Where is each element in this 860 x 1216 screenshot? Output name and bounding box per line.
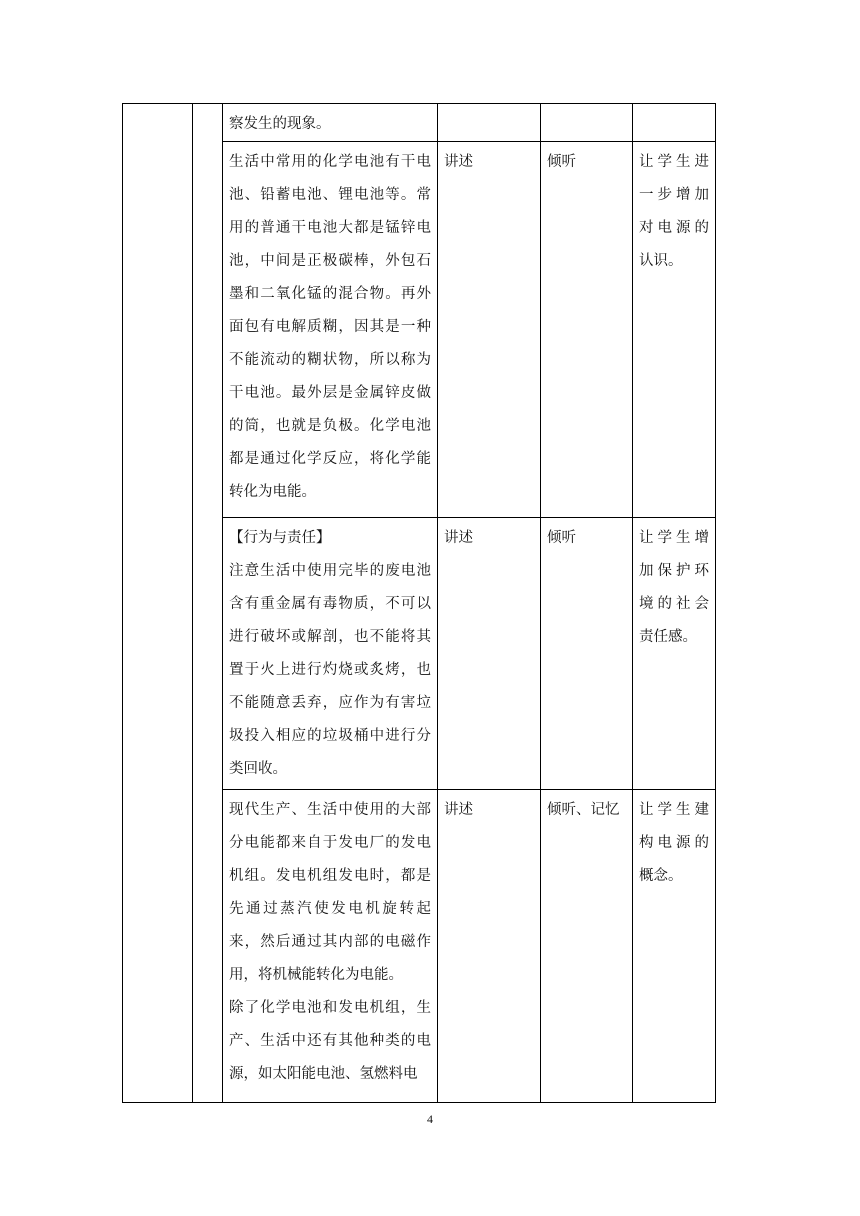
content-paragraph: 生活中常用的化学电池有干电池、铅蓄电池、锂电池等。常用的普通干电池大都是锰锌电池，中间是正极碳棒，外包石墨和二氧化锰的混合物。再外面包有电解质糊，因其是一种不能流动的糊状物，所以称为干电池。最外层是金属锌皮做的筒，也就是负极。化学电池都是通过化学反应，将化学能转化为电能。 [229, 154, 431, 500]
method-cell: 讲述 [438, 790, 541, 1103]
content-paragraph: 察发生的现象。 [229, 116, 331, 132]
content-cell [223, 518, 438, 790]
content-paragraph: 除了化学电池和发电机组，生产、生活中还有其他种类的电源，如太阳能电池、氢燃料电 [229, 1000, 431, 1082]
content-cell [223, 142, 438, 518]
step-cell [193, 104, 223, 1103]
intent-cell: 让学生建构电源的概念。 [633, 790, 716, 1103]
stage-cell [123, 104, 193, 1103]
intent-cell: 让学生增加保护环境的社会责任感。 [633, 518, 716, 790]
intent-cell: 让学生进一步增加对电源的认识。 [633, 142, 716, 518]
method-cell [438, 104, 541, 142]
table-row [123, 104, 716, 142]
activity-cell: 倾听、记忆 [541, 790, 633, 1103]
content-paragraph: 现代生产、生活中使用的大部分电能都来自于发电厂的发电机组。发电机组发电时，都是先通过蒸汽使发电机旋转起来，然后通过其内部的电磁作用，将机械能转化为电能。 [229, 802, 431, 983]
content-paragraph: 注意生活中使用完毕的废电池含有重金属有毒物质，不可以进行破坏或解剖，也不能将其置于火上进行灼烧或炙烤，也不能随意丢弃，应作为有害垃圾投入相应的垃圾桶中进行分类回收。 [229, 563, 431, 777]
content-cell [223, 104, 438, 142]
page-number: 4 [427, 1112, 433, 1126]
section-heading: 【行为与责任】 [229, 530, 331, 546]
method-cell: 讲述 [438, 142, 541, 518]
lesson-plan-table [122, 103, 716, 1103]
content-cell [223, 790, 438, 1103]
method-cell: 讲述 [438, 518, 541, 790]
activity-cell [541, 104, 633, 142]
activity-cell: 倾听 [541, 518, 633, 790]
intent-cell [633, 104, 716, 142]
activity-cell: 倾听 [541, 142, 633, 518]
